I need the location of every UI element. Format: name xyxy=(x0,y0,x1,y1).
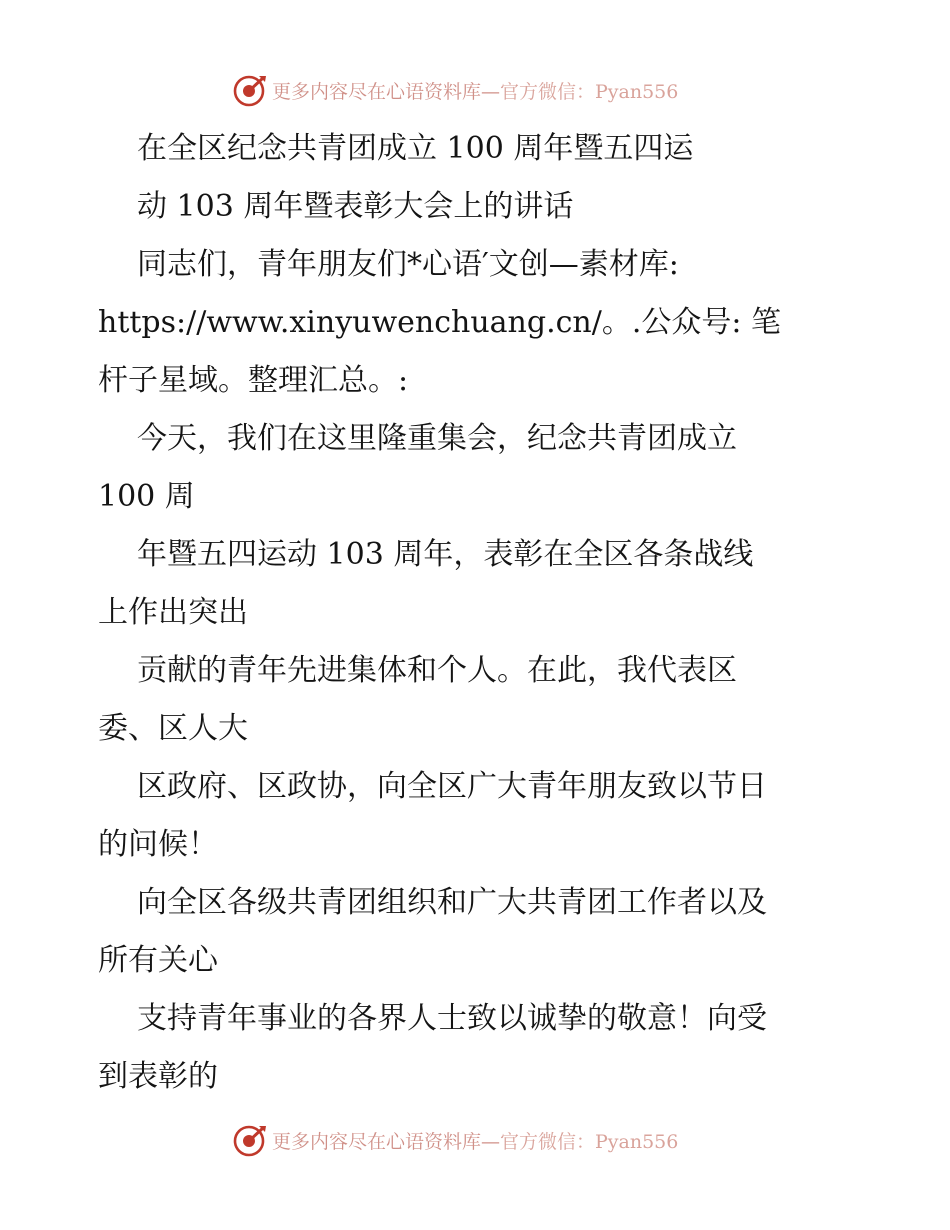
paragraph-line: 同志们，青年朋友们*心语′文创—素材库: xyxy=(137,247,679,282)
paragraph-line: 所有关心 xyxy=(98,943,218,978)
document-body xyxy=(98,120,858,1106)
paragraph-line: 上作出突出 xyxy=(98,595,248,630)
brand-logo-icon xyxy=(232,72,268,108)
paragraph-line: 到表彰的 xyxy=(98,1059,218,1094)
footer-banner-text xyxy=(272,1127,678,1154)
title-line-2: 动 103 周年暨表彰大会上的讲话 xyxy=(137,189,574,224)
paragraph-line: 今天，我们在这里隆重集会，纪念共青团成立 xyxy=(137,421,737,456)
header-banner xyxy=(232,72,678,108)
paragraph-line: 100 周 xyxy=(98,479,195,514)
paragraph-line: https://www.xinyuwenchuang.cn/。.公众号: 笔 xyxy=(98,305,782,340)
paragraph-line: 的问候！ xyxy=(98,827,218,862)
brand-logo-icon xyxy=(232,1122,268,1158)
paragraph-line: 贡献的青年先进集体和个人。在此，我代表区 xyxy=(137,653,737,688)
title-line-1: 在全区纪念共青团成立 100 周年暨五四运 xyxy=(137,131,694,166)
header-banner-text xyxy=(272,77,678,104)
footer-banner xyxy=(232,1122,678,1158)
header-banner-wechat-text: 官方微信：Pyan556 xyxy=(500,80,679,103)
paragraph-line: 委、区人大 xyxy=(98,711,248,746)
footer-banner-main-text: 更多内容尽在心语资料库— xyxy=(272,1130,501,1153)
paragraph-line: 年暨五四运动 103 周年，表彰在全区各条战线 xyxy=(137,537,754,572)
paragraph-line: 向全区各级共青团组织和广大共青团工作者以及 xyxy=(137,885,767,920)
paragraph-line: 杆子星域。整理汇总。: xyxy=(98,363,409,398)
header-banner-main-text: 更多内容尽在心语资料库— xyxy=(272,80,501,103)
footer-banner-wechat-text: 官方微信：Pyan556 xyxy=(500,1130,679,1153)
paragraph-line: 支持青年事业的各界人士致以诚挚的敬意！向受 xyxy=(137,1001,767,1036)
paragraph-line: 区政府、区政协，向全区广大青年朋友致以节日 xyxy=(137,769,767,804)
